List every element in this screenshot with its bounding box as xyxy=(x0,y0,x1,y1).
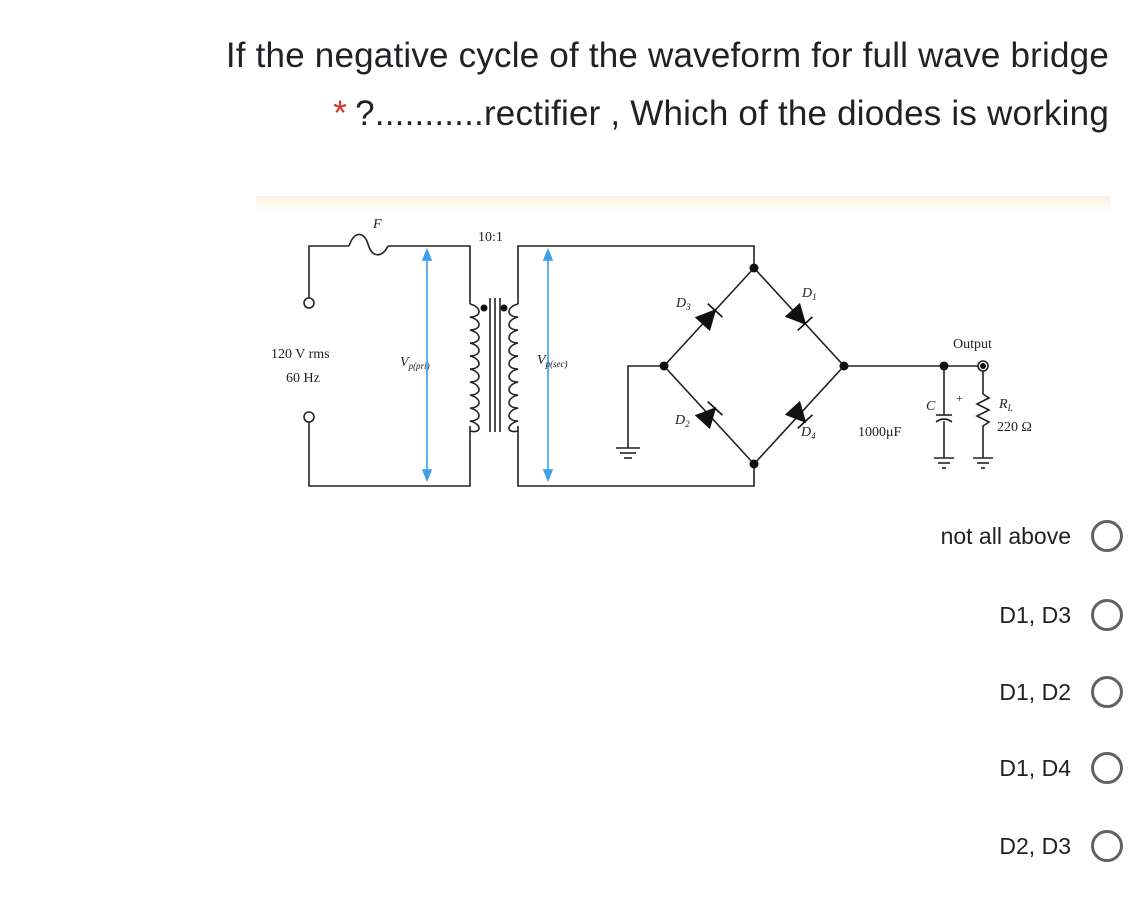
option-d1-d3[interactable] xyxy=(999,595,1123,635)
radio-button[interactable] xyxy=(1091,752,1123,784)
radio-button[interactable] xyxy=(1091,830,1123,862)
question-line-1: If the negative cycle of the waveform for full wave bridge xyxy=(225,36,1109,75)
option-label: not all above xyxy=(940,522,1071,549)
source-frequency-label: 60 Hz xyxy=(286,371,320,386)
d2-label: $D_2$ xyxy=(675,413,690,429)
bridge-rectifier-diagram xyxy=(256,196,1111,492)
fuse-label: F xyxy=(373,217,382,232)
option-label: D1, D3 xyxy=(999,601,1071,628)
option-label: D2, D3 xyxy=(999,832,1071,859)
option-d1-d4[interactable] xyxy=(999,748,1123,788)
capacitor-name-label: C xyxy=(926,399,936,414)
option-not-all-above[interactable] xyxy=(941,516,1123,556)
option-label: D1, D4 xyxy=(999,754,1071,781)
option-label: D1, D2 xyxy=(999,678,1071,705)
d4-label: $D_4$ xyxy=(801,425,816,441)
d1-label: $D_1$ xyxy=(802,286,817,302)
radio-button[interactable] xyxy=(1091,676,1123,708)
source-voltage-label: 120 V rms xyxy=(271,347,330,362)
load-resistor-value-label: 220 Ω xyxy=(997,420,1032,435)
radio-button[interactable] xyxy=(1091,520,1123,552)
option-d2-d3[interactable] xyxy=(999,826,1123,866)
radio-button[interactable] xyxy=(1091,599,1123,631)
vp-pri-label: $V_{p(pri)}$ xyxy=(400,355,430,371)
capacitor-plus-label: + xyxy=(956,391,963,405)
capacitor-value-label: 1000μF xyxy=(858,425,902,440)
question-line-2 xyxy=(333,94,1109,134)
required-mark: * xyxy=(333,94,348,133)
option-d1-d2[interactable] xyxy=(999,672,1123,712)
d3-label: $D_3$ xyxy=(676,296,691,312)
load-resistor-label: $R_L$ xyxy=(999,397,1013,413)
output-label: Output xyxy=(953,337,992,352)
ratio-label: 10:1 xyxy=(478,230,503,245)
vp-sec-label: $V_{p(sec)}$ xyxy=(537,353,568,369)
question-line-2-text: ?...........rectifier , Which of the diodes is working xyxy=(355,94,1109,133)
